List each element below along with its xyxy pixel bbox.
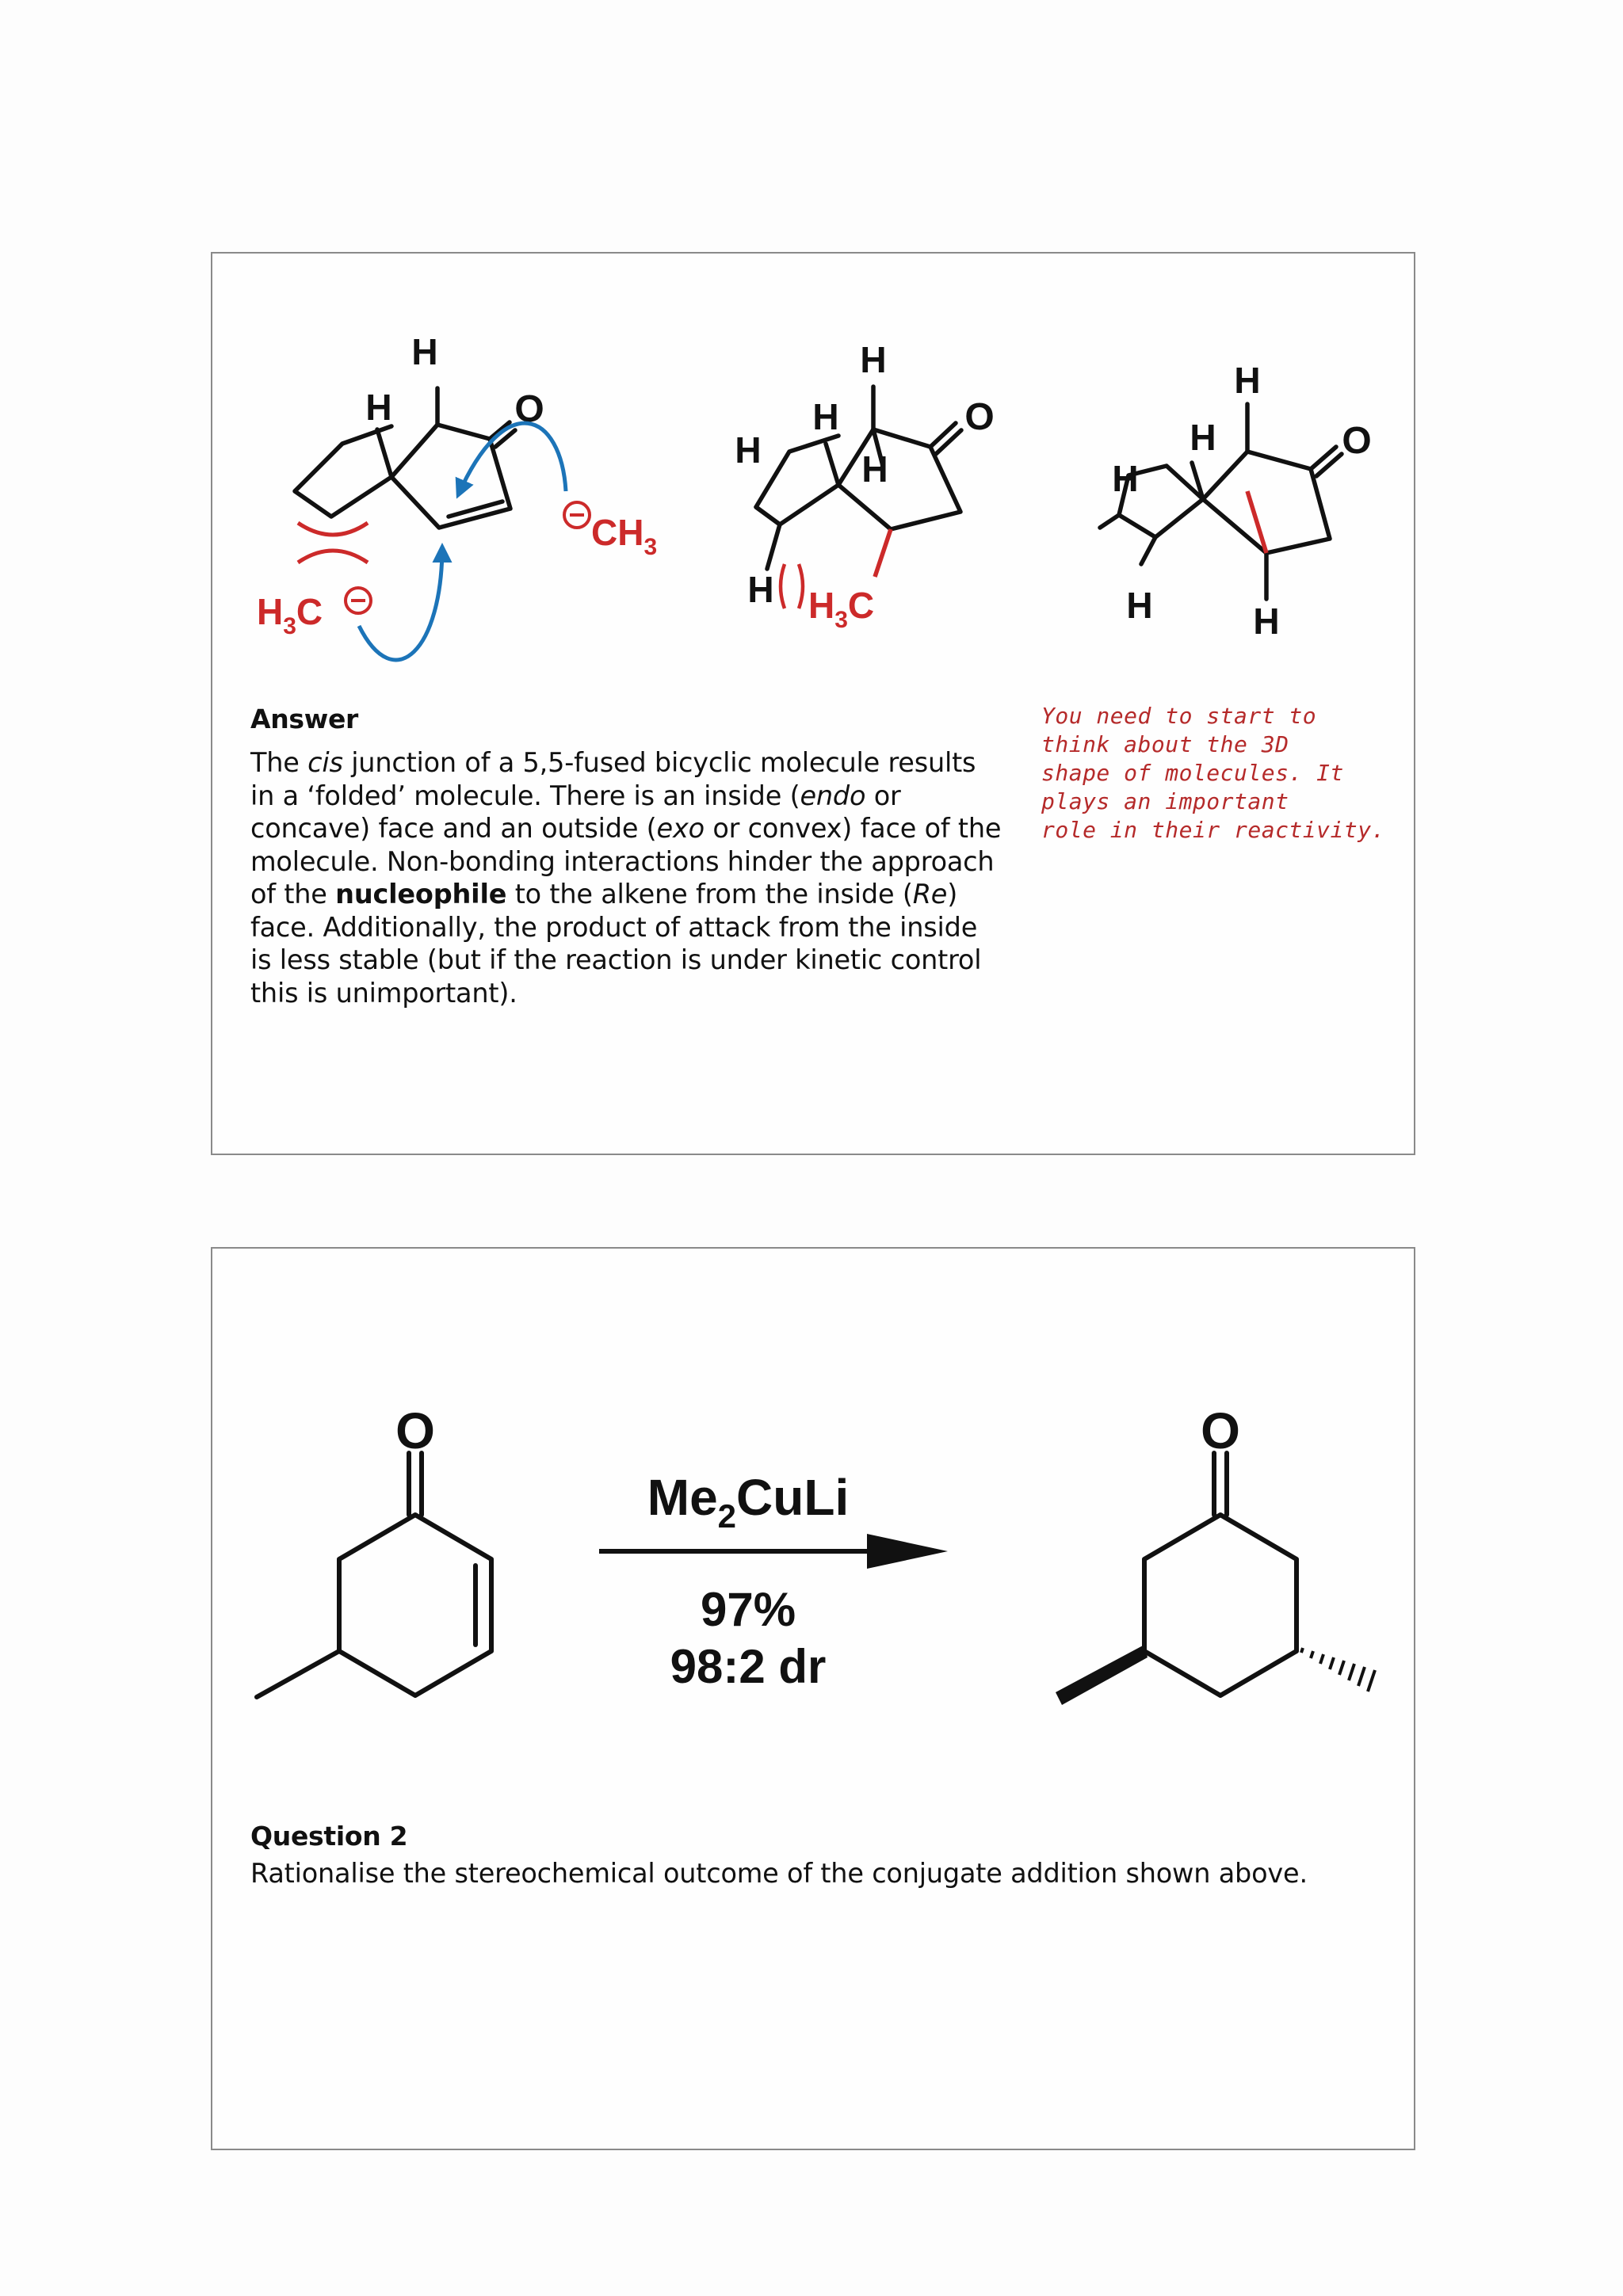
answer-line: The cis junction of a 5,5-fused bicyclic molecule results [250,747,976,778]
middle-h-junction: H [861,448,888,490]
methyl-charge-icon [346,588,371,613]
answer-line: concave) face and an outside (exo or convex) face of the [250,813,1002,844]
middle-h-left: H [735,429,762,471]
yield-label: 97% [700,1583,796,1636]
middle-carbonyl-o: O [964,396,995,438]
answer-line: of the nucleophile to the alkene from the inside (Re) [250,879,958,910]
methyl-nucleophile-label: $H_3C$ [257,591,323,639]
answer-line: molecule. Non-bonding interactions hinder the approach [250,845,995,877]
middle-methyl-label: $H_3C$ [808,585,875,633]
question-text: Rationalise the stereochemical outcome of the conjugate addition shown above. [250,1858,1308,1889]
middle-h-clash: H [747,569,774,610]
handwritten-note-line: role in their reactivity. [1041,817,1385,843]
answer-paragraph [250,746,1011,1009]
hashed-bond [1301,1648,1375,1691]
steric-clash-icon [298,523,368,563]
right-bicyclic-structure [1100,404,1342,599]
left-carbonyl-o: O [514,388,544,430]
answer-line: face. Additionally, the product of attack from the inside [250,911,978,943]
middle-clash-icon [781,564,803,608]
emphasis-text: cis [307,747,343,778]
middle-h-upper: H [812,396,839,437]
left-h-junction: H [365,387,392,428]
middle-h-top: H [860,339,887,380]
answer-slide [211,252,1415,1155]
middle-methyl-bond [875,529,891,577]
wedge-bond [1056,1645,1148,1705]
emphasis-text: endo [800,780,866,811]
handwritten-note-line: shape of molecules. It [1041,760,1344,786]
handwritten-note-line: think about the 3D [1041,731,1289,757]
handwritten-note-line: plays an important [1041,788,1289,814]
right-carbonyl-o: O [1342,420,1372,462]
right-h-bottom-left: H [1126,585,1153,626]
answer-line: in a ‘folded’ molecule. There is an inside (endo or [250,780,901,811]
right-h-upper: H [1190,417,1216,458]
reagent-label: $Me_2CuLi$ [647,1469,850,1535]
middle-bicyclic-structure [756,387,961,569]
left-h-top: H [411,331,438,372]
reactant-carbonyl-o: O [395,1402,435,1459]
right-h-top: H [1234,360,1261,401]
question-heading: Question 2 [250,1821,408,1852]
answer-heading: Answer [250,704,359,734]
answer-line: is less stable (but if the reaction is under kinetic control [250,944,982,975]
handwritten-note-line: You need to start to [1041,703,1317,729]
emphasis-text: Re [912,879,948,910]
bold-text: nucleophile [335,879,507,910]
question-slide [211,1247,1415,2150]
reactant-structure [257,1453,491,1697]
right-h-bottom-right: H [1253,601,1280,642]
handwritten-note [1041,702,1390,845]
dr-label: 98:2 dr [670,1640,827,1693]
conjugate-addition-diagram [212,1249,1417,2152]
right-h-left: H [1112,458,1139,499]
left-bicyclic-structure [295,388,515,528]
reaction-arrow-head [867,1534,948,1569]
product-carbonyl-o: O [1201,1402,1240,1459]
emphasis-text: exo [656,813,705,844]
product-structure [1144,1453,1296,1695]
answer-line: this is unimportant). [250,977,517,1009]
nucleophile-label: $CH_3$ [591,512,658,560]
nucleophile-charge-icon [564,502,590,528]
